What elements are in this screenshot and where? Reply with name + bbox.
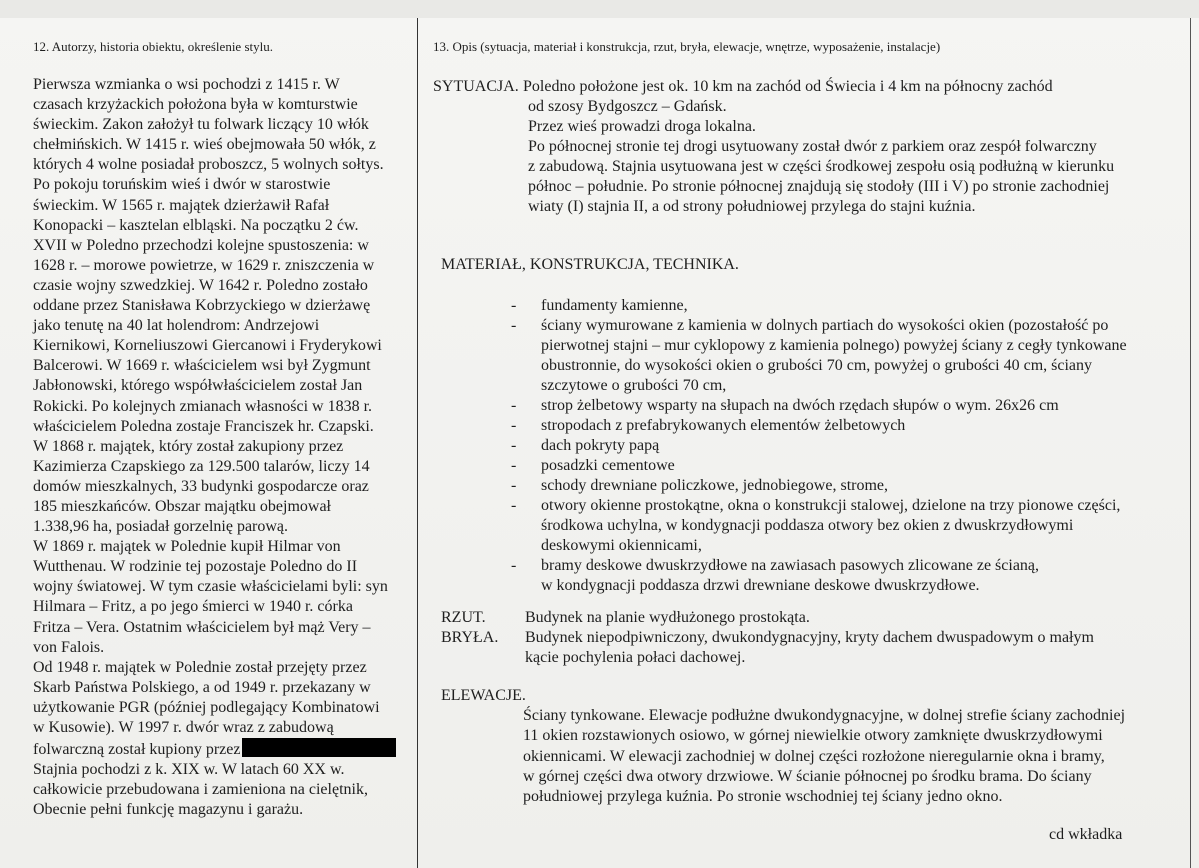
sytuacja-line: północ – południe. Po stronie północnej znajdują się stodoły (III i V) po stronie zachodniej <box>528 178 1110 195</box>
dash-bullet: - <box>511 477 517 494</box>
sytuacja-line: od szosy Bydgoszcz – Gdańsk. <box>528 98 727 115</box>
rzut-label: RZUT. <box>441 609 486 626</box>
history-line: Kiernikowi, Korneliuszowi Giercanowi i Fryderykowi <box>33 337 382 355</box>
history-line: chełmińskich. W 1415 r. wieś obejmowała 50 włók, z <box>33 136 376 154</box>
history-line: czasach krzyżackich położona była w komturstwie <box>33 96 358 114</box>
history-line: w Kusowie). W 1997 r. dwór wraz z zabudową <box>33 719 334 736</box>
history-line: W 1869 r. majątek w Polednie kupił Hilmar von <box>33 538 341 556</box>
elewacje-line: południowej przylega kuźnia. Po stronie wschodniej tej ściany jedno okno. <box>523 788 1003 806</box>
history-line: Skarb Państwa Polskiego, a od 1949 r. przekazany w <box>33 678 371 696</box>
list-item-line: szczytowe o grubości 70 cm, <box>541 377 727 394</box>
elewacje-text <box>523 706 1193 807</box>
continuation-note: cd wkładka <box>1049 826 1123 843</box>
elewacje-line: okiennicami. W elewacji zachodniej w dolnej części rozłożone nieregularnie okna i bramy, <box>523 747 1105 765</box>
list-item <box>507 416 1193 436</box>
section-12-header: 12. Autorzy, historia obiektu, określenie stylu. <box>33 39 273 54</box>
history-line: właścicielem Poledna zostaje Franciszek hr. Czapski. <box>33 417 374 435</box>
section-13-header: 13. Opis (sytuacja, materiał i konstrukcja, rzut, bryła, elewacje, wnętrze, wyposażenie, instalacje) <box>433 39 941 54</box>
list-item <box>507 556 1193 596</box>
column-divider <box>417 18 418 868</box>
bryla-line: kącie pochylenia połaci dachowej. <box>525 649 746 666</box>
dash-bullet: - <box>511 457 517 474</box>
history-column <box>33 38 413 820</box>
history-line: Kazimierza Czapskiego za 129.500 talarów, liczy 14 <box>33 457 370 475</box>
list-item-line: dach pokryty papą <box>541 437 660 454</box>
list-item-line: schody drewniane policzkowe, jednobiegowe, strome, <box>541 477 889 494</box>
history-line: Wutthenau. W rodzinie tej pozostaje Poledno do II <box>33 558 358 576</box>
list-item-line: otwory okienne prostokątne, okna o konstrukcji stalowej, dzielone na trzy pionowe części, <box>541 497 1121 514</box>
dash-bullet: - <box>511 317 517 334</box>
list-item-line: strop żelbetowy wsparty na słupach na dwóch rzędach słupów o wym. 26x26 cm <box>541 397 1059 414</box>
list-item <box>507 476 1193 496</box>
history-line: jako tenutę na 40 lat holendrom: Andrzejowi <box>33 317 320 335</box>
history-line: Od 1948 r. majątek w Polednie został przejęty przez <box>33 658 367 676</box>
history-line: czasie wojny szwedzkiej. W 1642 r. Poledno zostało <box>33 276 368 294</box>
history-line: von Falois. <box>33 638 105 656</box>
sytuacja-label: SYTUACJA. <box>433 78 519 95</box>
history-line: 1628 r. – morowe powietrze, w 1629 r. zniszczenia w <box>33 256 375 274</box>
sytuacja-line: wiaty (I) stajnia II, a od strony południowej przylega do stajni kuźnia. <box>528 198 976 215</box>
history-line: Stajnia pochodzi z k. XIX w. W latach 60 XX w. <box>33 761 345 779</box>
history-line: Balcerowi. W 1669 r. właścicielem wsi był Zygmunt <box>33 357 371 375</box>
material-header: MATERIAŁ, KONSTRUKCJA, TECHNIKA. <box>441 256 739 273</box>
history-line: Po pokoju toruńskim wieś i dwór w starostwie <box>33 176 331 194</box>
material-list <box>507 296 1193 596</box>
list-item-line: fundamenty kamienne, <box>541 297 688 314</box>
scan-top-strip <box>0 0 1199 18</box>
history-line: XVII w Poledno przechodzi kolejne spustoszenia: w <box>33 236 369 254</box>
history-text <box>33 75 413 820</box>
dash-bullet: - <box>511 417 517 434</box>
history-line: wojny światowej. W tym czasie właścicielami byli: syn <box>33 578 388 596</box>
history-line: Hilmara – Fritz, a po jego śmierci w 1940 r. córka <box>33 598 353 616</box>
list-item <box>507 456 1193 476</box>
elewacje-line: 11 okien rozstawionych osiowo, w górnej niewielkie otwory zamknięte dwuskrzydłowymi <box>523 727 1103 745</box>
history-line: Rokicki. Po kolejnych zmianach własności w 1838 r. <box>33 397 373 415</box>
history-line: użytkowanie PGR (później podlegający Kombinatowi <box>33 698 380 716</box>
elewacje-line: w górnej części dwa otwory drzwiowe. W ścianie północnej po środku brama. Do ściany <box>523 767 1092 785</box>
history-line: których 4 wolne posiadał proboszcz, 5 wolnych sołtys. <box>33 156 384 174</box>
description-column <box>433 38 1193 807</box>
sytuacja-section <box>433 77 1193 217</box>
bryla-section <box>433 628 1193 668</box>
bryla-line: Budynek niepodpiwniczony, dwukondygnacyjny, kryty dachem dwuspadowym o małym <box>525 629 1094 646</box>
list-item <box>507 296 1193 316</box>
list-item-line: deskowymi okiennicami, <box>541 537 702 554</box>
history-line: W 1868 r. majątek, który został zakupiony przez <box>33 437 344 455</box>
dash-bullet: - <box>511 557 517 574</box>
dash-bullet: - <box>511 397 517 414</box>
list-item <box>507 316 1193 396</box>
history-line: domów mieszkalnych, 33 budynki gospodarcze oraz <box>33 477 369 495</box>
dash-bullet: - <box>511 297 517 314</box>
redaction-bar <box>242 738 396 757</box>
history-line: Obecnie pełni funkcję magazynu i garażu. <box>33 801 304 819</box>
sytuacja-line: Przez wieś prowadzi droga lokalna. <box>528 118 756 135</box>
dash-bullet: - <box>511 497 517 514</box>
list-item <box>507 436 1193 456</box>
history-line: świeckim. Zakon założył tu folwark liczący 10 włók <box>33 116 369 134</box>
sytuacja-line: Poledno położone jest ok. 10 km na zachód od Świecia i 4 km na północny zachód <box>523 78 1053 95</box>
history-line: Fritza – Vera. Ostatnim właścicielem był mąż Very – <box>33 618 371 636</box>
list-item-line: stropodach z prefabrykowanych elementów żelbetowych <box>541 417 906 434</box>
list-item-line: obustronnie, do wysokości okien o grubości 70 cm, powyżej o grubości 40 cm, ściany <box>541 357 1093 374</box>
rzut-line: Budynek na planie wydłużonego prostokąta. <box>525 609 810 626</box>
list-item-line: bramy deskowe dwuskrzydłowe na zawiasach pasowych zlicowane ze ścianą, <box>541 557 1040 574</box>
history-line: Pierwsza wzmianka o wsi pochodzi z 1415 r. W <box>33 76 340 93</box>
list-item <box>507 396 1193 416</box>
dash-bullet: - <box>511 437 517 454</box>
history-line: 1.338,96 ha, posiadał gorzelnię parową. <box>33 518 289 536</box>
list-item-line: ściany wymurowane z kamienia w dolnych partiach do wysokości okien (pozostałość po <box>541 317 1109 334</box>
elewacje-line: Ściany tynkowane. Elewacje podłużne dwukondygnacyjne, w dolnej strefie ściany zachodniej <box>523 707 1126 724</box>
history-line: 185 mieszkańców. Obszar majątku obejmował <box>33 497 331 515</box>
history-line: całkowicie przebudowana i zamieniona na cielętnik, <box>33 781 368 799</box>
sytuacja-line: Po północnej stronie tej drogi usytuowany został dwór z parkiem oraz zespół folwarczny <box>528 138 1097 155</box>
list-item-line: w kondygnacji poddasza drzwi drewniane deskowe dwuskrzydłowe. <box>541 577 980 594</box>
history-line-text: folwarczną został kupiony przez <box>33 741 241 759</box>
history-line: Jabłonowski, którego współwłaścicielem został Jan <box>33 377 363 395</box>
list-item-line: środkowa uchylna, w kondygnacji poddasza otwory bez okien z dwuskrzydłowymi <box>541 517 1074 534</box>
bryla-label: BRYŁA. <box>441 629 499 646</box>
sytuacja-text <box>523 77 1193 217</box>
history-line-redacted <box>33 738 413 760</box>
elewacje-header: ELEWACJE. <box>441 687 526 704</box>
history-line: Konopacki – kasztelan elbląski. Na początku 2 ćw. <box>33 216 359 234</box>
list-item <box>507 496 1193 556</box>
history-line: oddane przez Stanisława Kobrzyckiego w dzierżawę <box>33 297 371 315</box>
rzut-section <box>433 608 1193 628</box>
history-line: świeckim. W 1565 r. majątek dzierżawił Rafał <box>33 196 330 214</box>
list-item-line: pierwotnej stajni – mur cyklopowy z kamienia polnego) powyżej ściany z cegły tynkowane <box>541 337 1127 354</box>
list-item-line: posadzki cementowe <box>541 457 675 474</box>
sytuacja-line: z zabudową. Stajnia usytuowana jest w części środkowej zespołu osią podłużną w kierunku <box>528 158 1115 175</box>
